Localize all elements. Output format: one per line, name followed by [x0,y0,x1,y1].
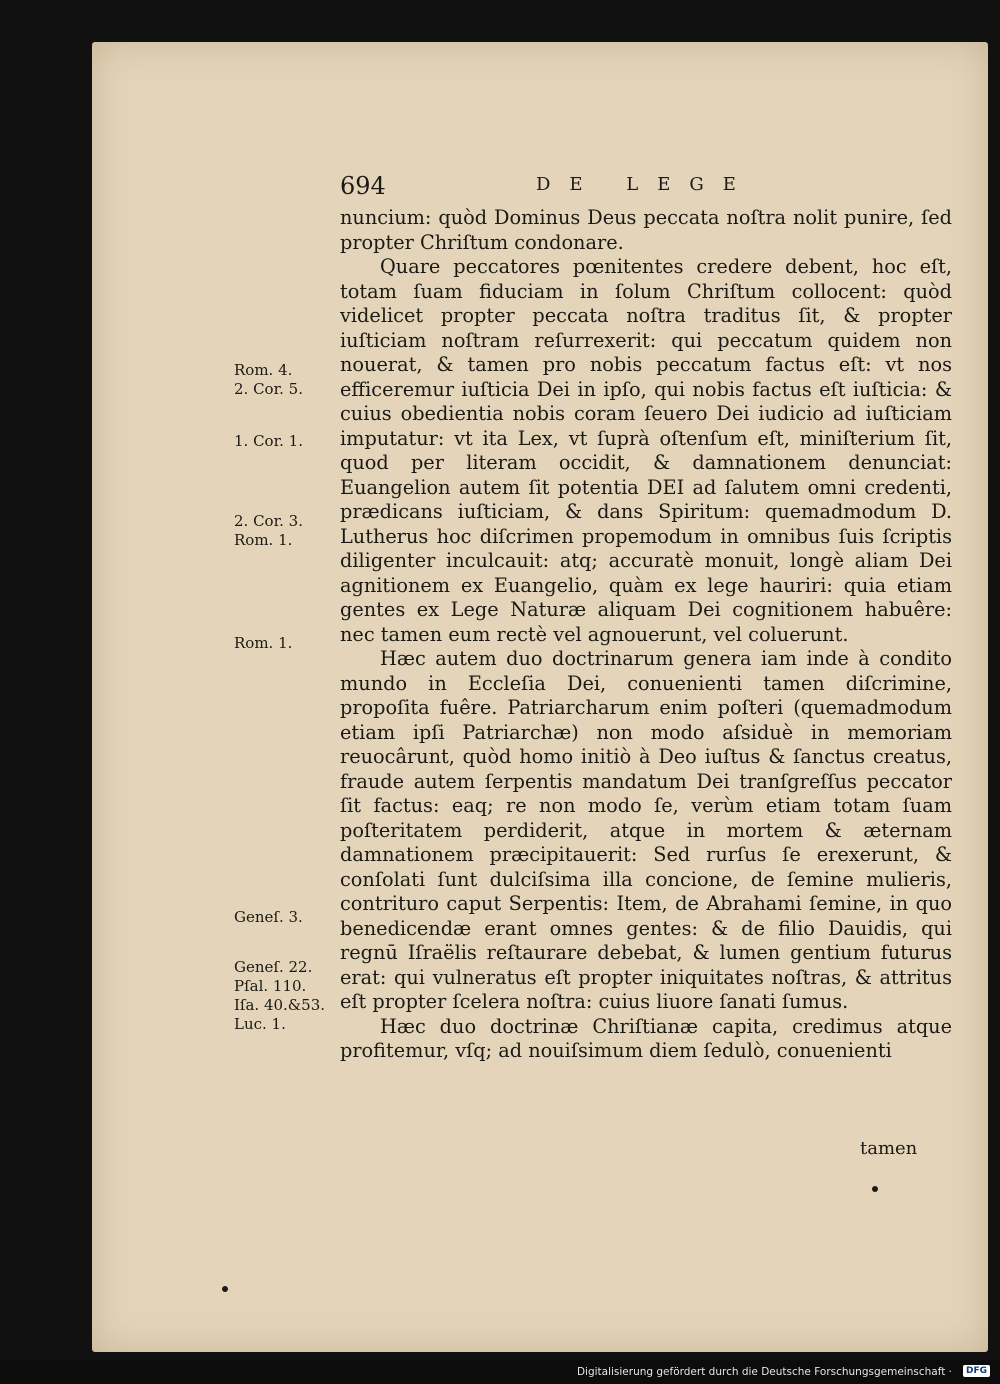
funding-notice: Digitalisierung gefördert durch die Deutsche Forschungsgemeinschaft · [576,1366,952,1378]
margin-ref: Iſa. 40.&53. [234,996,326,1014]
paragraph: Quare peccatores pœnitentes credere debent, hoc eſt, totam ſuam fiduciam in ſolum Chriſtum collocent: quòd videlicet propter peccata noſtra traditus ſit, & propter iuſticiam noſtram reſurrexerit: qui peccatum quidem non nouerat, & tamen pro nobis peccatum factus eſt: vt nos efficeremur iuſticia Dei in ipſo, qui nobis factus eſt iuſticia: & cuius obedientia nobis coram ſeuero Dei iudicio ad iuſticiam imputatur: vt ita Lex, vt ſuprà oſtenſum eſt, miniſterium ſit, quod per literam occidit, & damnationem denunciat: Euangelion autem ſit potentia DEI ad ſalutem omni credenti, prædicans iuſticiam, & dans Spiritum: quemadmodum D. Lutherus hoc diſcrimen propemodum in omnibus ſuis ſcriptis diligenter inculcauit: atq; accuratè monuit, longè aliam Dei agnitionem ex Euangelio, quàm ex lege hauriri: quia etiam gentes ex Lege Naturæ aliquam Dei cognitionem habuêre: nec tamen eum rectè vel agnouerunt, vel coluerunt. [340,255,952,646]
dfg-logo-icon: DFG [963,1365,990,1377]
margin-ref: Rom. 1. [234,531,293,549]
margin-ref: 2. Cor. 5. [234,380,303,398]
margin-ref: Geneſ. 22. [234,958,313,976]
paragraph: Hæc autem duo doctrinarum genera iam inde à condito mundo in Eccleſia Dei, conuenienti tamen diſcrimine, propoſita fuêre. Patriarcharum enim poſteri (quemadmodum etiam ipſi Patriarchæ) non modo aſsiduè in memoriam reuocârunt, quòd homo initiò à Deo iuſtus & ſanctus creatus, fraude autem ſerpentis mandatum Dei tranſgreſſus peccator ſit factus: eaq; re non modo ſe, verùm etiam totam ſuam poſteritatem perdiderit, atque in mortem & æternam damnationem præcipitauerit: Sed rurſus ſe erexerunt, & conſolati ſunt dulciſsima illa concione, de ſemine mulieris, contrituro caput Serpentis: Item, de Abrahami ſemine, in quo benedicendæ erant omnes gentes: & de filio Dauidis, qui regnū Iſraëlis reſtaurare debebat, & lumen gentium futurus erat: qui vulneratus eſt propter iniquitates noſtras, & attritus eſt propter ſcelera noſtra: cuius liuore ſanati ſumus. [340,647,952,1013]
marginal-note-1cor1 [234,432,334,451]
margin-ref: 1. Cor. 1. [234,432,303,450]
footer-bar [0,1360,1000,1384]
main-text [340,206,952,1064]
ink-spot [872,1186,878,1192]
paragraph: Hæc duo doctrinæ Chriſtianæ capita, credimus atque profitemur, vſq; ad nouiſsimum diem ſedulò, conuenienti [340,1014,952,1062]
margin-ref: Luc. 1. [234,1015,286,1033]
margin-ref: Pſal. 110. [234,977,307,995]
running-head: DE LEGE [536,174,755,195]
marginal-note-genes3 [234,908,334,927]
marginal-note-genes22-psal-isa-luc [234,958,334,1034]
page-header [340,172,950,206]
marginal-note-2cor3-rom1 [234,512,334,550]
margin-ref: Rom. 4. [234,361,293,379]
paragraph: nuncium: quòd Dominus Deus peccata noſtra nolit punire, ſed propter Chriſtum condonare. [340,206,952,254]
ink-spot [222,1286,228,1292]
catchword: tamen [860,1138,918,1159]
margin-ref: Geneſ. 3. [234,908,303,926]
page-number: 694 [340,172,386,200]
margin-ref: 2. Cor. 3. [234,512,303,530]
marginal-note-rom1 [234,634,334,653]
marginal-note-rom4-2cor5 [234,361,334,399]
margin-ref: Rom. 1. [234,634,293,652]
